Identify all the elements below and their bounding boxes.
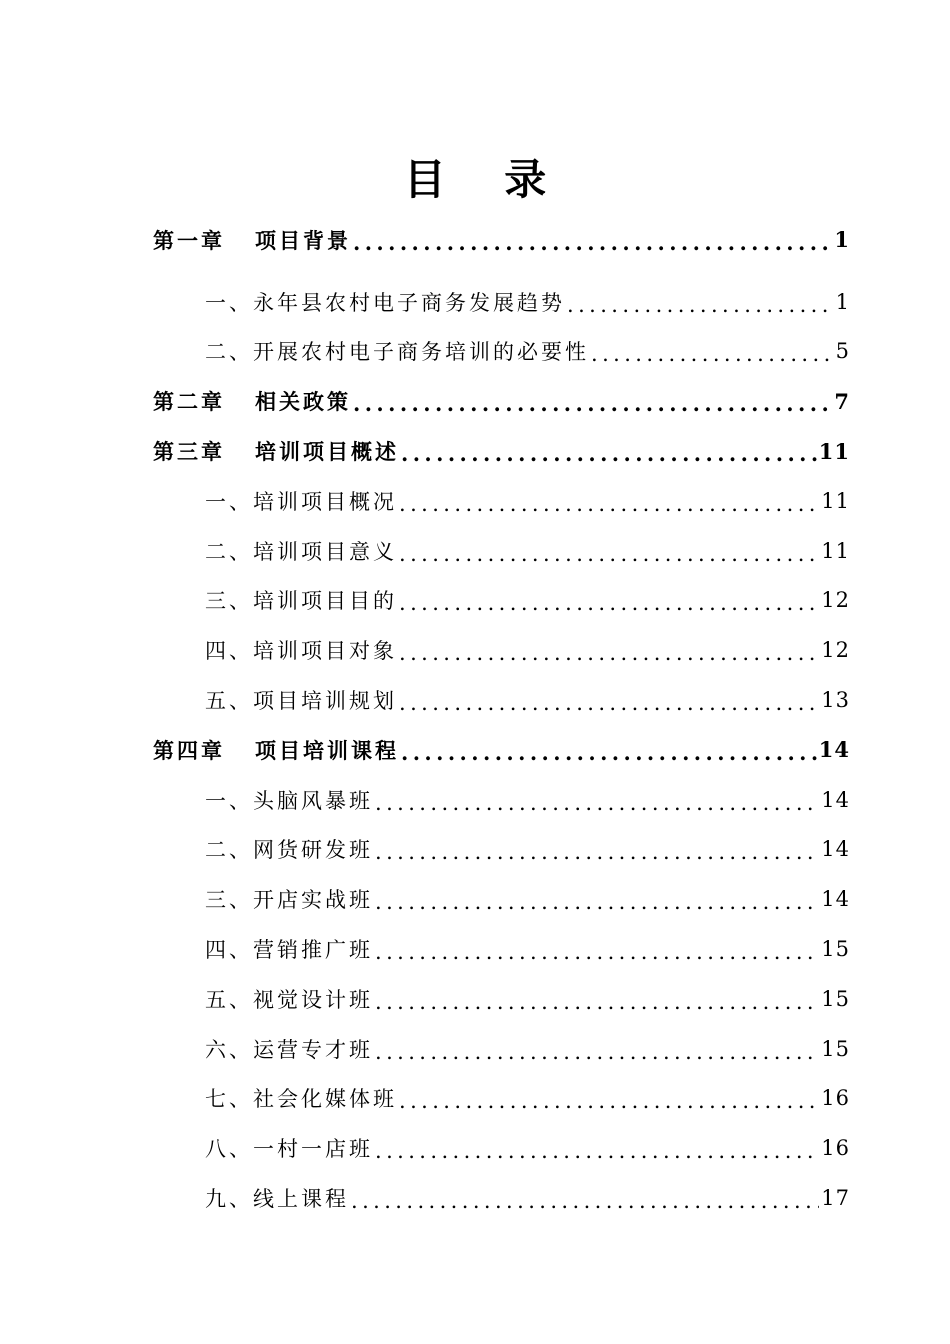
chapter-title: 项目背景 [255, 227, 351, 253]
toc-section-entry[interactable] [153, 327, 850, 377]
dot-leader [401, 444, 817, 476]
page-number: 5 [835, 339, 850, 364]
page-number: 12 [821, 588, 850, 613]
page-number: 15 [821, 1036, 850, 1061]
toc-section-entry[interactable] [153, 1024, 850, 1074]
dot-leader [375, 942, 819, 974]
dot-leader [375, 1141, 819, 1173]
page-number: 1 [835, 289, 850, 314]
toc-section-entry[interactable] [153, 974, 850, 1024]
section-title: 九、线上课程 [205, 1187, 349, 1212]
toc-section-entry[interactable] [153, 1123, 850, 1173]
toc-chapter-entry[interactable] [153, 215, 850, 265]
toc-section-entry[interactable] [153, 576, 850, 626]
toc-section-entry[interactable] [153, 476, 850, 526]
page-number: 14 [821, 787, 850, 812]
toc-section-entry[interactable] [153, 775, 850, 825]
toc-section-entry[interactable] [153, 1173, 850, 1223]
dot-leader [375, 1042, 819, 1074]
section-title: 一、永年县农村电子商务发展趋势 [205, 290, 565, 315]
page-number: 12 [821, 638, 850, 663]
toc-section-entry[interactable] [153, 1074, 850, 1124]
dot-leader [399, 643, 819, 675]
page-number: 16 [821, 1136, 850, 1161]
toc-section-entry[interactable] [153, 277, 850, 327]
page-number: 14 [821, 887, 850, 912]
page-number: 16 [821, 1086, 850, 1111]
page-number: 15 [821, 986, 850, 1011]
page-number: 7 [834, 388, 850, 414]
page-number: 11 [818, 438, 850, 464]
page-number: 17 [821, 1186, 850, 1211]
section-title: 三、开店实战班 [205, 888, 373, 913]
section-title: 二、培训项目意义 [205, 539, 397, 564]
chapter-number: 第四章 [153, 737, 225, 763]
dot-leader [567, 295, 834, 327]
dot-leader [375, 842, 819, 874]
dot-leader [375, 992, 819, 1024]
dot-leader [591, 344, 834, 376]
dot-leader [353, 233, 832, 265]
chapter-title: 项目培训课程 [255, 737, 399, 763]
section-title: 六、运营专才班 [205, 1037, 373, 1062]
section-title: 一、培训项目概况 [205, 489, 397, 514]
section-title: 八、一村一店班 [205, 1137, 373, 1162]
section-title: 四、营销推广班 [205, 938, 373, 963]
dot-leader [353, 394, 832, 426]
toc-section-entry[interactable] [153, 625, 850, 675]
page-number: 14 [821, 837, 850, 862]
toc-section-entry[interactable] [153, 874, 850, 924]
chapter-number: 第一章 [153, 227, 225, 253]
toc-section-entry[interactable] [153, 526, 850, 576]
section-title: 一、头脑风暴班 [205, 788, 373, 813]
dot-leader [399, 693, 819, 725]
dot-leader [351, 1191, 819, 1223]
section-title: 二、网货研发班 [205, 838, 373, 863]
table-of-contents [153, 215, 850, 1223]
toc-section-entry[interactable] [153, 924, 850, 974]
page-number: 1 [834, 227, 850, 253]
chapter-title: 相关政策 [255, 389, 351, 415]
page-number: 11 [821, 488, 850, 513]
dot-leader [399, 593, 819, 625]
page-title: 目 录 [403, 155, 569, 204]
page-number: 11 [821, 538, 850, 563]
toc-section-entry[interactable] [153, 825, 850, 875]
toc-chapter-entry[interactable] [153, 725, 850, 775]
chapter-number: 第二章 [153, 389, 225, 415]
toc-chapter-entry[interactable] [153, 376, 850, 426]
dot-leader [399, 494, 819, 526]
dot-leader [399, 544, 819, 576]
chapter-title: 培训项目概述 [255, 439, 399, 465]
section-title: 五、项目培训规划 [205, 689, 397, 714]
chapter-number: 第三章 [153, 439, 225, 465]
section-title: 七、社会化媒体班 [205, 1087, 397, 1112]
toc-section-entry[interactable] [153, 675, 850, 725]
dot-leader [401, 743, 817, 775]
section-title: 五、视觉设计班 [205, 987, 373, 1012]
page-number: 13 [821, 688, 850, 713]
dot-leader [375, 793, 819, 825]
section-title: 四、培训项目对象 [205, 639, 397, 664]
section-title: 三、培训项目目的 [205, 589, 397, 614]
toc-chapter-entry[interactable] [153, 426, 850, 476]
dot-leader [375, 892, 819, 924]
dot-leader [399, 1091, 819, 1123]
section-title: 二、开展农村电子商务培训的必要性 [205, 340, 589, 365]
page-number: 14 [818, 737, 850, 763]
page-number: 15 [821, 937, 850, 962]
